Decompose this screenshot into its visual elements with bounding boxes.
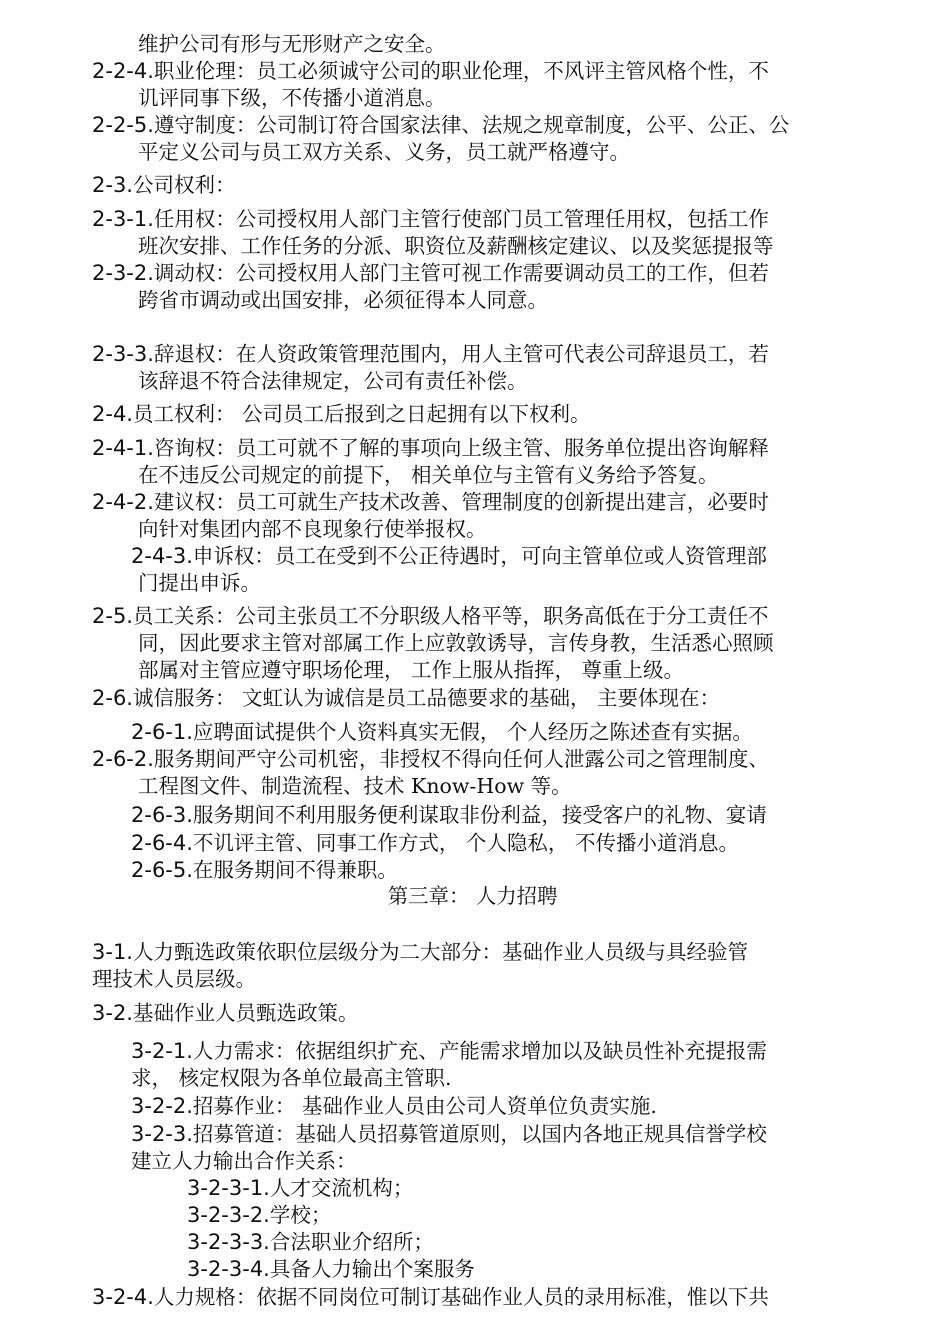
list-item: 2-3-1.任用权：公司授权用人部门主管行使部门员工管理任用权，包括工作 <box>92 207 769 231</box>
list-item: 2-4-3.申诉权：员工在受到不公正待遇时，可向主管单位或人资管理部 <box>131 544 767 568</box>
list-item: 2-6-3.服务期间不利用服务便利谋取非份利益，接受客户的礼物、宴请 <box>131 803 767 827</box>
section-heading: 2-4.员工权利： 公司员工后报到之日起拥有以下权利。 <box>92 402 591 426</box>
text-line: 在不违反公司规定的前提下， 相关单位与主管有义务给予答复。 <box>138 463 719 487</box>
text-line: 该辞退不符合法律规定，公司有责任补偿。 <box>138 369 528 393</box>
text-line: 跨省市调动或出国安排，必须征得本人同意。 <box>138 288 548 312</box>
list-item: 3-1.人力甄选政策依职位层级分为二大部分：基础作业人员级与具经验管 <box>92 940 748 964</box>
list-item: 3-2-3.招募管道：基础人员招募管道原则，以国内各地正规具信誉学校 <box>131 1122 767 1146</box>
list-item: 2-4-2.建议权：员工可就生产技术改善、管理制度的创新提出建言，必要时 <box>92 490 769 514</box>
text-line: 维护公司有形与无形财产之安全。 <box>138 32 446 56</box>
text-line: 班次安排、工作任务的分派、职资位及薪酬核定建议、以及奖惩提报等 <box>138 234 774 258</box>
list-item: 3-2-2.招募作业： 基础作业人员由公司人资单位负责实施. <box>131 1094 657 1118</box>
sub-list-item: 3-2-3-3.合法职业介绍所； <box>187 1230 434 1254</box>
sub-list-item: 3-2-3-4.具备人力输出个案服务 <box>187 1257 475 1281</box>
list-item: 2-3-2.调动权：公司授权用人部门主管可视工作需要调动员工的工作，但若 <box>92 261 769 285</box>
text-line: 工程图文件、制造流程、技术 Know-How 等。 <box>138 774 572 798</box>
sub-list-item: 3-2-3-2.学校； <box>187 1203 332 1227</box>
section-heading: 2-3.公司权利： <box>92 173 236 197</box>
list-item: 2-2-4.职业伦理：员工必须诚守公司的职业伦理，不风评主管风格个性，不 <box>92 59 769 83</box>
sub-list-item: 3-2-3-1.人才交流机构； <box>187 1176 414 1200</box>
text-line: 平定义公司与员工双方关系、义务，员工就严格遵守。 <box>138 140 630 164</box>
list-item: 2-6-4.不讥评主管、同事工作方式， 个人隐私， 不传播小道消息。 <box>131 831 739 855</box>
text-line: 建立人力输出合作关系： <box>131 1149 357 1173</box>
list-item: 2-3-3.辞退权：在人资政策管理范围内，用人主管可代表公司辞退员工，若 <box>92 342 769 366</box>
text-line: 理技术人员层级。 <box>92 967 256 991</box>
text-line: 部属对主管应遵守职场伦理， 工作上服从指挥， 尊重上级。 <box>138 658 685 682</box>
list-item: 3-2-4.人力规格：依据不同岗位可制订基础作业人员的录用标准，惟以下共 <box>92 1285 769 1309</box>
list-item: 3-2-1.人力需求：依据组织扩充、产能需求增加以及缺员性补充提报需 <box>131 1039 767 1063</box>
section-heading: 3-2.基础作业人员甄选政策。 <box>92 1001 359 1025</box>
list-item: 2-4-1.咨询权：员工可就不了解的事项向上级主管、服务单位提出咨询解释 <box>92 436 769 460</box>
section-heading: 2-6.诚信服务： 文虹认为诚信是员工品德要求的基础， 主要体现在： <box>92 686 721 710</box>
chapter-title: 第三章： 人力招聘 <box>387 884 558 908</box>
text-line: 求， 核定权限为各单位最高主管职. <box>131 1066 452 1090</box>
text-line: 讥评同事下级，不传播小道消息。 <box>138 86 446 110</box>
text-line: 向针对集团内部不良现象行使举报权。 <box>138 517 487 541</box>
list-item: 2-6-1.应聘面试提供个人资料真实无假， 个人经历之陈述查有实据。 <box>131 720 753 744</box>
text-line: 门提出申诉。 <box>138 571 261 595</box>
list-item: 2-6-5.在服务期间不得兼职。 <box>131 858 398 882</box>
list-item: 2-6-2.服务期间严守公司机密，非授权不得向任何人泄露公司之管理制度、 <box>92 747 769 771</box>
text-line: 同，因此要求主管对部属工作上应敦敦诱导，言传身教，生活悉心照顾 <box>138 631 774 655</box>
list-item: 2-2-5.遵守制度：公司制订符合国家法律、法规之规章制度，公平、公正、公 <box>92 113 790 137</box>
list-item: 2-5.员工关系：公司主张员工不分职级人格平等，职务高低在于分工责任不 <box>92 604 769 628</box>
